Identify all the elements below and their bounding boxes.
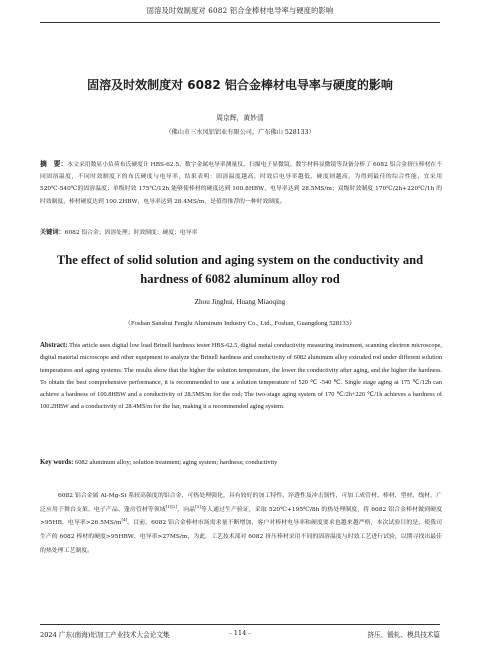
body-text: 。目前，6082 铝合金棒材市场需求量不断增加，客户对棒材电导率和硬度要求也越来越严格，本次试验目的是，使我司生产的 6082 棒材的硬度>95HBW，电导率>27MS/m，为此，工艺技术部对 6082 挤压棒材采用不同的固溶温度与时效工艺进行试验，以期寻找出最佳的热处理工艺制度。 xyxy=(40,520,442,554)
running-head: 固溶及时效制度对 6082 铝合金棒材电导率与硬度的影响 xyxy=(146,6,334,15)
chinese-abstract-label: 摘 要： xyxy=(40,160,68,168)
body-text: 6082 铝合金属 Al-Mg-Si 系较高强度的铝合金，可热处理强化，具有较好的加工特性、淬透性及冲击韧性，可加工成管材、棒材、型材、线材，广泛应用于舞台支架、电子产品、蓬房管材等领域 xyxy=(40,493,442,513)
english-keywords-text: 6082 aluminum alloy; solution treatment; aging system; hardness; conductivity xyxy=(75,459,278,466)
chinese-abstract xyxy=(40,158,442,208)
english-keywords xyxy=(40,458,442,468)
body-paragraph xyxy=(40,490,442,559)
english-keywords-label: Key words: xyxy=(40,459,74,466)
english-abstract-text: This article uses digital low load Brinell hardness tester HBS-62.5, digital metal conductivity measuring instrument, scanning electron microscope, digital material microscope and other equipment to analyze the Brinell hardness and conductivity of 6082 aluminum alloy extruded rod under different solution temperatures and aging systems. The results show that the higher the solution temperature, the lower the conductivity after aging, and the higher the hardness. To obtain the best comprehensive performance, it is recommended to use a solution temperature of 520 ℃ -540 ℃. Single stage aging at 175 ℃/12h can achieve a hardness of 100.8HBW and a conductivity of 28.5MS/m for the rod; The two-stage aging system of 170 ℃/2h+220 ℃/1h achieves a hardness of 100.2HBW and a conductivity of 28.4MS/m for the bar, making it a recommended aging system. xyxy=(40,342,443,411)
body-text: 等人通过生产验证，采取 520℃+195℃/8h 的热处理制度，将 6082 铝合金棒材做到硬度>95HB，电导率>26.5MS/m xyxy=(40,506,443,527)
chinese-title: 固溶及时效制度对 6082 铝合金棒材电导率与硬度的影响 xyxy=(87,78,393,92)
chinese-authors: 周京辉，黄妙清 xyxy=(216,114,264,122)
english-affiliation: （Foshan Sanshui Fenglu Aluminum Industry Co., Ltd., Foshan, Guangdong 528133） xyxy=(124,320,356,327)
citation: [3] xyxy=(195,503,201,509)
chinese-keywords-text: 6082 铝合金；固溶处理；时效制度；硬度；电导率 xyxy=(64,230,198,236)
chinese-abstract-text: 本文采用数显小负荷布氏硬度计 HBS-62.5、数字金属电导率测量仪、扫描电子显微镜、数字材料显微镜等设备分析了 6082 铝合金挤压棒材在不同固溶温度，不同时效制度下的布氏硬度与电导率，结果表明：固溶温度越高，时效后电导率越低，硬度则越高，为得到最佳的综合性能，宜采用 520℃-540℃的固溶温度；单级时效 175℃/12h 能够使棒材的硬度达到 100.8HBW，电导率达到 28.5MS/m；双级时效制度 170℃/2h+220℃/1h 的时效制度，棒材硬度达到 100.2HBW，电导率达到 28.4MS/m，是值得推荐的一种时效制度。 xyxy=(40,162,443,205)
body-text: ，向晶 xyxy=(177,506,196,513)
english-authors: Zhou Jinghui, Huang Miaoqing xyxy=(194,298,286,306)
footer-left: 2024 广东(南海)铝加工产业技术大会论文集 xyxy=(40,631,170,639)
citation: [1][2] xyxy=(165,503,178,509)
header-rule xyxy=(40,22,440,23)
citation: [4] xyxy=(121,517,128,523)
page-number: - 114 - xyxy=(229,629,251,637)
chinese-keywords-label: 关键词： xyxy=(40,229,65,236)
chinese-affiliation: （佛山市三水凤铝铝业有限公司，广东佛山 528133） xyxy=(165,129,315,136)
footer-right: 挤压、锻轧、模具技术篇 xyxy=(367,631,440,639)
footer-rule xyxy=(40,624,440,625)
english-abstract xyxy=(40,340,442,414)
english-abstract-label: Abstract: xyxy=(40,342,68,349)
english-title: The effect of solid solution and aging system on the conductivity and hardness of 6082 aluminum alloy rod xyxy=(56,253,424,286)
chinese-keywords xyxy=(40,228,442,238)
